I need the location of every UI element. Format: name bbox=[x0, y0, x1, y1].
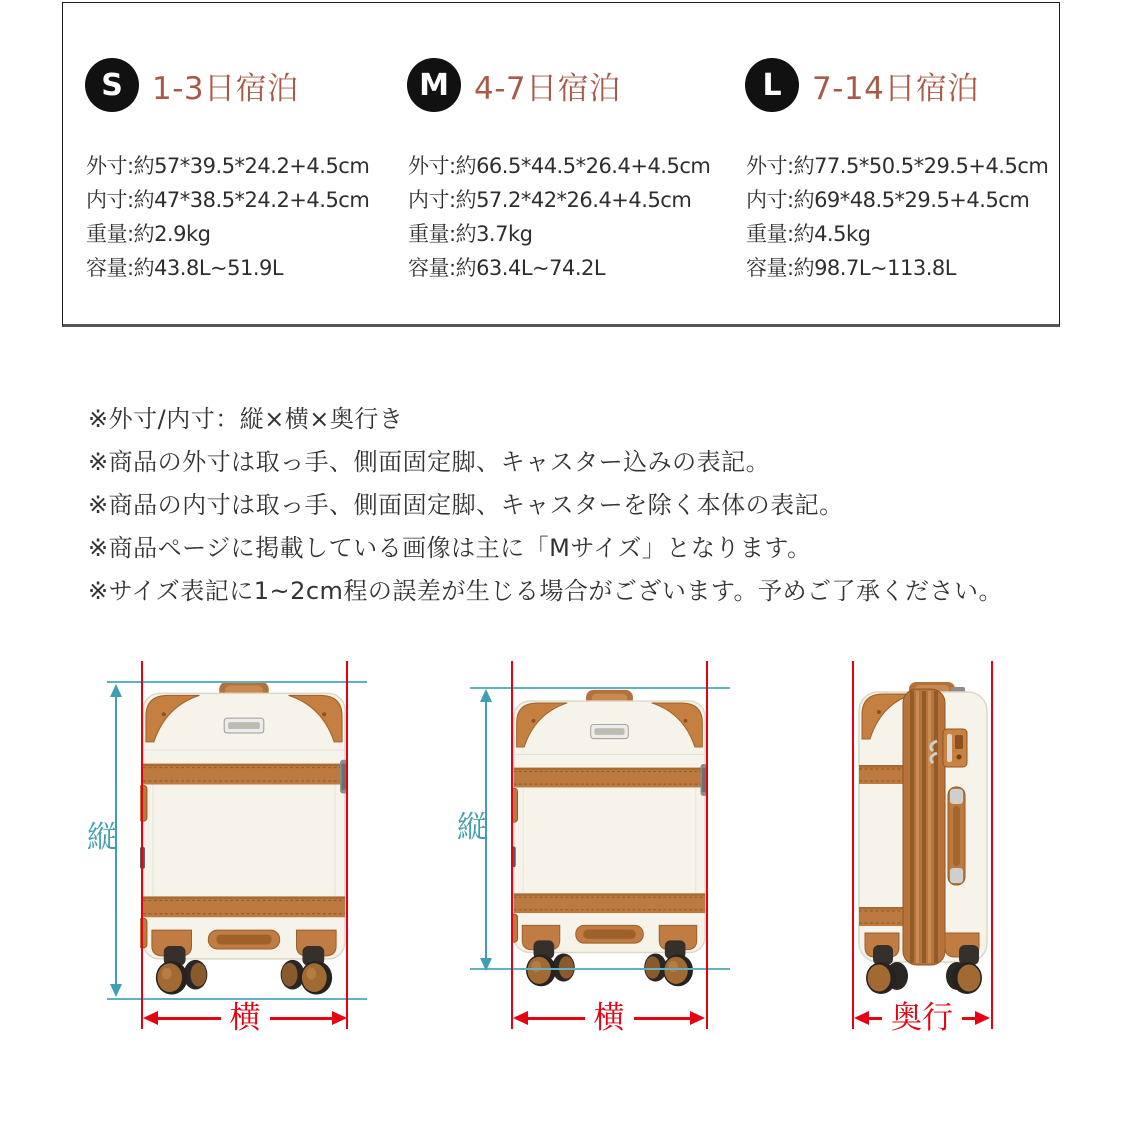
arrow-right-icon bbox=[332, 1011, 347, 1025]
depth-bound-line-left bbox=[852, 661, 854, 1029]
width-bound-line-left bbox=[141, 661, 143, 1029]
height-label: 縦 bbox=[87, 820, 117, 855]
capacity-spec: 容量:約43.8L~51.9L bbox=[86, 256, 284, 280]
arrow-up-icon bbox=[110, 684, 122, 697]
arrow-line bbox=[270, 1017, 333, 1020]
note-size-tolerance: ※サイズ表記に1~2cm程の誤差が生じる場合がございます。予めご了承ください。 bbox=[88, 577, 1003, 605]
size-header-l bbox=[745, 57, 979, 113]
weight-spec: 重量:約2.9kg bbox=[86, 222, 211, 246]
stay-duration-label-m: 4-7日宿泊 bbox=[474, 70, 621, 107]
stay-duration-label-l: 7-14日宿泊 bbox=[812, 70, 979, 107]
inner-size-spec: 内寸:約69*48.5*29.5+4.5cm bbox=[746, 188, 1030, 212]
width-bound-line-right bbox=[346, 661, 348, 1029]
size-header-m bbox=[407, 57, 621, 113]
width-label: 横 bbox=[229, 999, 261, 1036]
spec-list-l bbox=[746, 149, 1048, 285]
size-badge-m: M bbox=[407, 58, 461, 112]
arrow-down-icon bbox=[480, 958, 492, 971]
size-spec-panel bbox=[62, 2, 1060, 327]
weight-spec: 重量:約4.5kg bbox=[746, 222, 871, 246]
size-column-l bbox=[745, 3, 1057, 324]
weight-spec: 重量:約3.7kg bbox=[408, 222, 533, 246]
height-measure-line-bottom bbox=[470, 968, 730, 970]
depth-arrow bbox=[854, 1001, 990, 1035]
inner-size-spec: 内寸:約57.2*42*26.4+4.5cm bbox=[408, 188, 692, 212]
outer-size-spec: 外寸:約66.5*44.5*26.4+4.5cm bbox=[408, 154, 711, 178]
suitcase-front-illustration bbox=[140, 678, 348, 1000]
height-label: 縦 bbox=[457, 810, 487, 845]
capacity-spec: 容量:約98.7L~113.8L bbox=[746, 256, 956, 280]
size-header-s bbox=[85, 57, 299, 113]
arrow-right-icon bbox=[690, 1011, 705, 1025]
arrow-down-icon bbox=[110, 984, 122, 997]
arrow-left-icon bbox=[143, 1011, 158, 1025]
width-label: 横 bbox=[593, 999, 625, 1036]
arrow-right-icon bbox=[975, 1011, 990, 1025]
note-dimension-order: ※外寸/内寸：縦×横×奥行き bbox=[88, 405, 404, 433]
arrow-left-icon bbox=[854, 1011, 869, 1025]
outer-size-spec: 外寸:約77.5*50.5*29.5+4.5cm bbox=[746, 154, 1049, 178]
arrow-left-icon bbox=[513, 1011, 528, 1025]
arrow-line bbox=[634, 1017, 691, 1020]
suitcase-side-illustration bbox=[853, 678, 993, 1000]
depth-bound-line-right bbox=[991, 661, 993, 1029]
size-badge-l: L bbox=[745, 58, 799, 112]
arrow-line bbox=[869, 1017, 882, 1020]
width-bound-line-right bbox=[706, 661, 708, 1029]
spec-list-m bbox=[408, 149, 710, 285]
spec-list-s bbox=[86, 149, 369, 285]
note-inner-size: ※商品の内寸は取っ手、側面固定脚、キャスターを除く本体の表記。 bbox=[88, 491, 844, 519]
suitcase-front-illustration bbox=[511, 678, 708, 1000]
width-bound-line-left bbox=[511, 661, 513, 1029]
width-arrow bbox=[143, 1001, 347, 1035]
capacity-spec: 容量:約63.4L~74.2L bbox=[408, 256, 606, 280]
size-column-m bbox=[407, 3, 717, 324]
stay-duration-label-s: 1-3日宿泊 bbox=[152, 70, 299, 107]
size-column-s bbox=[85, 3, 395, 324]
inner-size-spec: 内寸:約47*38.5*24.2+4.5cm bbox=[86, 188, 370, 212]
outer-size-spec: 外寸:約57*39.5*24.2+4.5cm bbox=[86, 154, 370, 178]
size-badge-s: S bbox=[85, 58, 139, 112]
width-arrow bbox=[513, 1001, 705, 1035]
arrow-line bbox=[962, 1017, 975, 1020]
arrow-up-icon bbox=[480, 689, 492, 702]
note-outer-size: ※商品の外寸は取っ手、側面固定脚、キャスター込みの表記。 bbox=[88, 448, 771, 476]
note-images-msize: ※商品ページに掲載している画像は主に「Mサイズ」となります。 bbox=[88, 534, 812, 562]
height-measure-line-top bbox=[107, 681, 367, 683]
notes-section bbox=[88, 398, 1003, 613]
arrow-line bbox=[158, 1017, 221, 1020]
arrow-line bbox=[528, 1017, 585, 1020]
height-measure-line-top bbox=[470, 687, 730, 689]
depth-label: 奥行 bbox=[891, 999, 953, 1036]
